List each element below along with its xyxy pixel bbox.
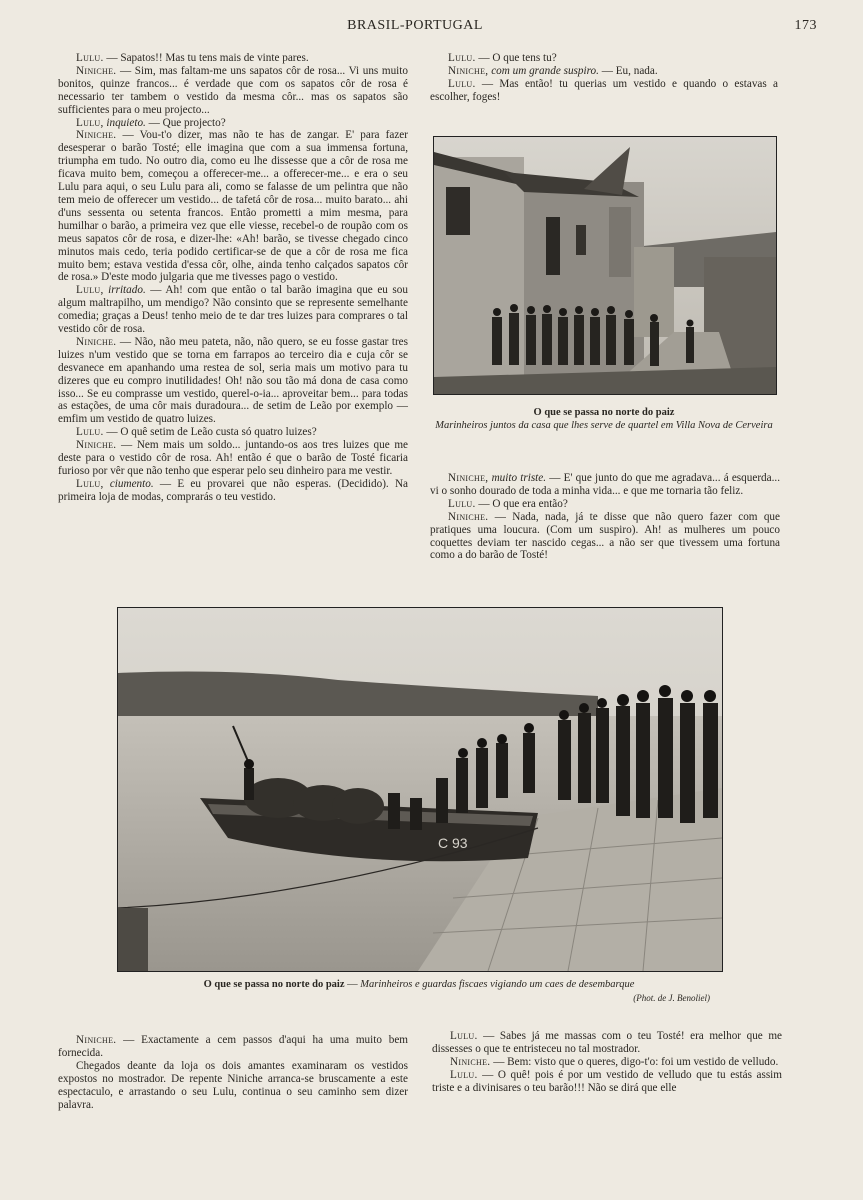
speaker: Lulu. <box>450 1068 478 1081</box>
paragraph <box>430 78 778 104</box>
dialogue: — Eu, nada. <box>598 64 658 77</box>
speaker: Lulu. <box>448 77 476 90</box>
column-right-bottom <box>432 1030 782 1095</box>
dialogue: — O quê! pois é por um vestido de velludo que tu estás assim triste e a divinisares o teu barão!!! Não se dirá que elle <box>432 1068 782 1094</box>
dialogue: — O quê setim de Leão custa só quatro luizes? <box>103 426 317 439</box>
dialogue: — Que projecto? <box>145 116 226 129</box>
speaker: Lulu, <box>76 116 104 129</box>
paragraph <box>58 52 408 65</box>
dialogue: — Não, não meu pateta, não, não quero, se eu fosse gastar tres luizes n'um vestido que se torna em farrapos ao terceiro dia e cuja côr se desvanece em apanhando uma restea de sol, seria mais um motivo para tu dizeres que eu compro inutilidades! Oh! não sou tão má dona de casa como isso... Se eu comprasse um vestido, querel-o-ia... aproveitar bem... para todas as estações, de uma côr mais duradoura... de setim de Leão por exemplo — emfim um vestido de quatro luizes. <box>58 335 408 426</box>
speaker: Niniche. <box>76 439 117 452</box>
speaker: Niniche. <box>76 64 117 77</box>
paragraph <box>432 1030 782 1056</box>
caption-top-subtitle: Marinheiros juntos da casa que lhes serve de quartel em Villa Nova de Cerveira <box>435 420 773 431</box>
paragraph <box>58 117 408 130</box>
paragraph <box>58 426 408 439</box>
photo-sailors-barracks-image <box>434 137 776 394</box>
speaker: Lulu, <box>76 477 104 490</box>
dialogue: — E eu provarei que não esperas. (Decidido). Na primeira loja de modas, comprarás o teu vestido. <box>58 477 408 503</box>
column-right-middle <box>430 472 780 562</box>
dialogue: — Sim, mas faltam-me uns sapatos côr de rosa... Vi uns muito bonitos, quinze francos... é verdade que com os sapatos côr de rosa é necessario ter tambem o vestido da mesma côr... mas os sapatos são sufficientes para o meu projecto... <box>58 64 408 116</box>
dialogue: — Mas então! tu querias um vestido e quando o estavas a escolher, foges! <box>430 77 778 103</box>
paragraph <box>58 336 408 426</box>
paragraph <box>430 511 780 563</box>
running-title: BRASIL-PORTUGAL <box>347 18 483 33</box>
stage-direction: com um grande suspiro. <box>488 64 599 77</box>
paragraph <box>432 1069 782 1095</box>
paragraph <box>58 1060 408 1112</box>
speaker: Lulu. <box>76 52 104 64</box>
paragraph <box>58 478 408 504</box>
column-left-top <box>58 52 408 504</box>
speaker: Niniche. <box>450 1055 491 1068</box>
speaker: Niniche, <box>448 64 489 77</box>
paragraph <box>58 1034 408 1060</box>
caption-top-title: O que se passa no norte do paiz <box>533 407 675 418</box>
paragraph <box>430 498 780 511</box>
photo-quay-landing <box>117 607 723 972</box>
caption-top <box>433 406 775 432</box>
paragraph <box>432 1056 782 1069</box>
stage-direction: ciumento. <box>103 477 154 490</box>
narration: Chegados deante da loja os dois amantes examinaram os vestidos expostos no mostrador. De repente Niniche arranca-se bruscamente a este espectaculo, e arrastando o seu Lulu, continua o seu caminho sem dizer palavra. <box>58 1059 408 1111</box>
speaker: Lulu. <box>448 52 476 64</box>
paragraph <box>430 472 780 498</box>
dialogue: — Exactamente a cem passos d'aqui ha uma muito bem fornecida. <box>58 1034 408 1059</box>
photo-quay-landing-image <box>118 608 722 971</box>
paragraph <box>58 439 408 478</box>
dialogue: — Bem: visto que o queres, digo-t'o: foi um vestido de velludo. <box>490 1055 779 1068</box>
paragraph <box>58 129 408 284</box>
dialogue: — Sabes já me massas com o teu Tosté! era melhor que me dissesses o que te entristeceu no tal mostrador. <box>432 1030 782 1055</box>
photo-credit: (Phot. de J. Benoliel) <box>633 993 710 1003</box>
speaker: Niniche. <box>76 129 117 142</box>
dialogue: — O que tens tu? <box>475 52 557 64</box>
caption-bottom: O que se passa no norte do paiz — Marinheiros e guardas fiscaes vigiando um caes de desembarque <box>203 979 635 990</box>
speaker: Lulu. <box>450 1030 478 1042</box>
speaker: Lulu. <box>76 426 104 439</box>
dialogue: — Nem mais um soldo... juntando-os aos tres luizes que me deste para o vestido côr de rosa. Ah! então é que o barão de Tosté ficaria furioso por vêr que não tenho que esperar pelo seu dinheiro para me vestir. <box>58 439 408 477</box>
photo-sailors-barracks <box>433 136 777 395</box>
stage-direction: inquieto. <box>103 116 146 129</box>
caption-bottom-title: O que se passa no norte do paiz <box>203 979 345 990</box>
paragraph <box>430 65 778 78</box>
speaker: Niniche. <box>448 510 489 523</box>
page-number: 173 <box>794 18 817 33</box>
speaker: Niniche, <box>448 472 489 484</box>
dialogue: — Ah! com que então o tal barão imagina que eu sou algum maltrapilho, um mendigo? Não consinto que se represente semelhante comedia; graças a Deus! tenho meio de te dar tres luizes para comprares o tal vestido côr de rosa. <box>58 284 408 336</box>
dialogue: — Nada, nada, já te disse que não quero fazer com que pratiques uma loucura. (Com um suspiro). Ah! as mulheres um pouco coquettes deviam ter nascido cegas... a não ser que tivessem uma fortuna como a do barão de Tosté! <box>430 510 780 562</box>
dialogue: — E' que junto do que me agradava... á esquerda... vi o sonho dourado de toda a minha vida... e que me tornaria tão feliz. <box>430 472 780 497</box>
caption-bottom-subtitle: Marinheiros e guardas fiscaes vigiando um caes de desembarque <box>360 979 635 990</box>
paragraph <box>430 52 778 65</box>
column-left-bottom <box>58 1034 408 1111</box>
dialogue: — Vou-t'o dizer, mas não te has de zangar. E' para fazer desesperar o barão Tosté; elle imagina que com a sua immensa fortuna, triumpha em tudo. No outro dia, como eu lhe dissesse que a côr de rosa me ficava muito bem, começou a offerecer-me... a offerecer-me... e era o seu Lulu para aqui, o seu Lulu para ali, como se falasse de um pelintra que não tem meio de offerecer um vestido... de tafetá côr de rosa... muito barato... ahi d'uns sessenta ou setenta francos. Então prometti a mim mesma, para humilhar o barão, a primeira vez que elle viesse, recebel-o de roupão com os meus sapatos côr de rosa, e dizer-lhe: «Ah! barão, se tivesse chegado cinco minutos mais cedo, teria podido certificar-se de que a côr de rosa me fica muito bem; estava vestida d'essa côr, olhe, ainda tenho calçados sapatos côr de rosa.» D'este modo julgaria que me tivesses pago o vestido. <box>58 129 408 284</box>
paragraph <box>58 65 408 117</box>
speaker: Lulu. <box>448 497 476 510</box>
speaker: Niniche. <box>76 335 117 348</box>
paragraph <box>58 284 408 336</box>
boat-registration: C 93 <box>438 835 468 851</box>
stage-direction: muito triste. <box>488 472 547 484</box>
dialogue: — O que era então? <box>475 497 568 510</box>
speaker: Lulu, <box>76 284 104 297</box>
column-right-top <box>430 52 778 104</box>
speaker: Niniche. <box>76 1034 117 1046</box>
dialogue: — Sapatos!! Mas tu tens mais de vinte pares. <box>103 52 309 64</box>
stage-direction: irritado. <box>103 284 146 297</box>
